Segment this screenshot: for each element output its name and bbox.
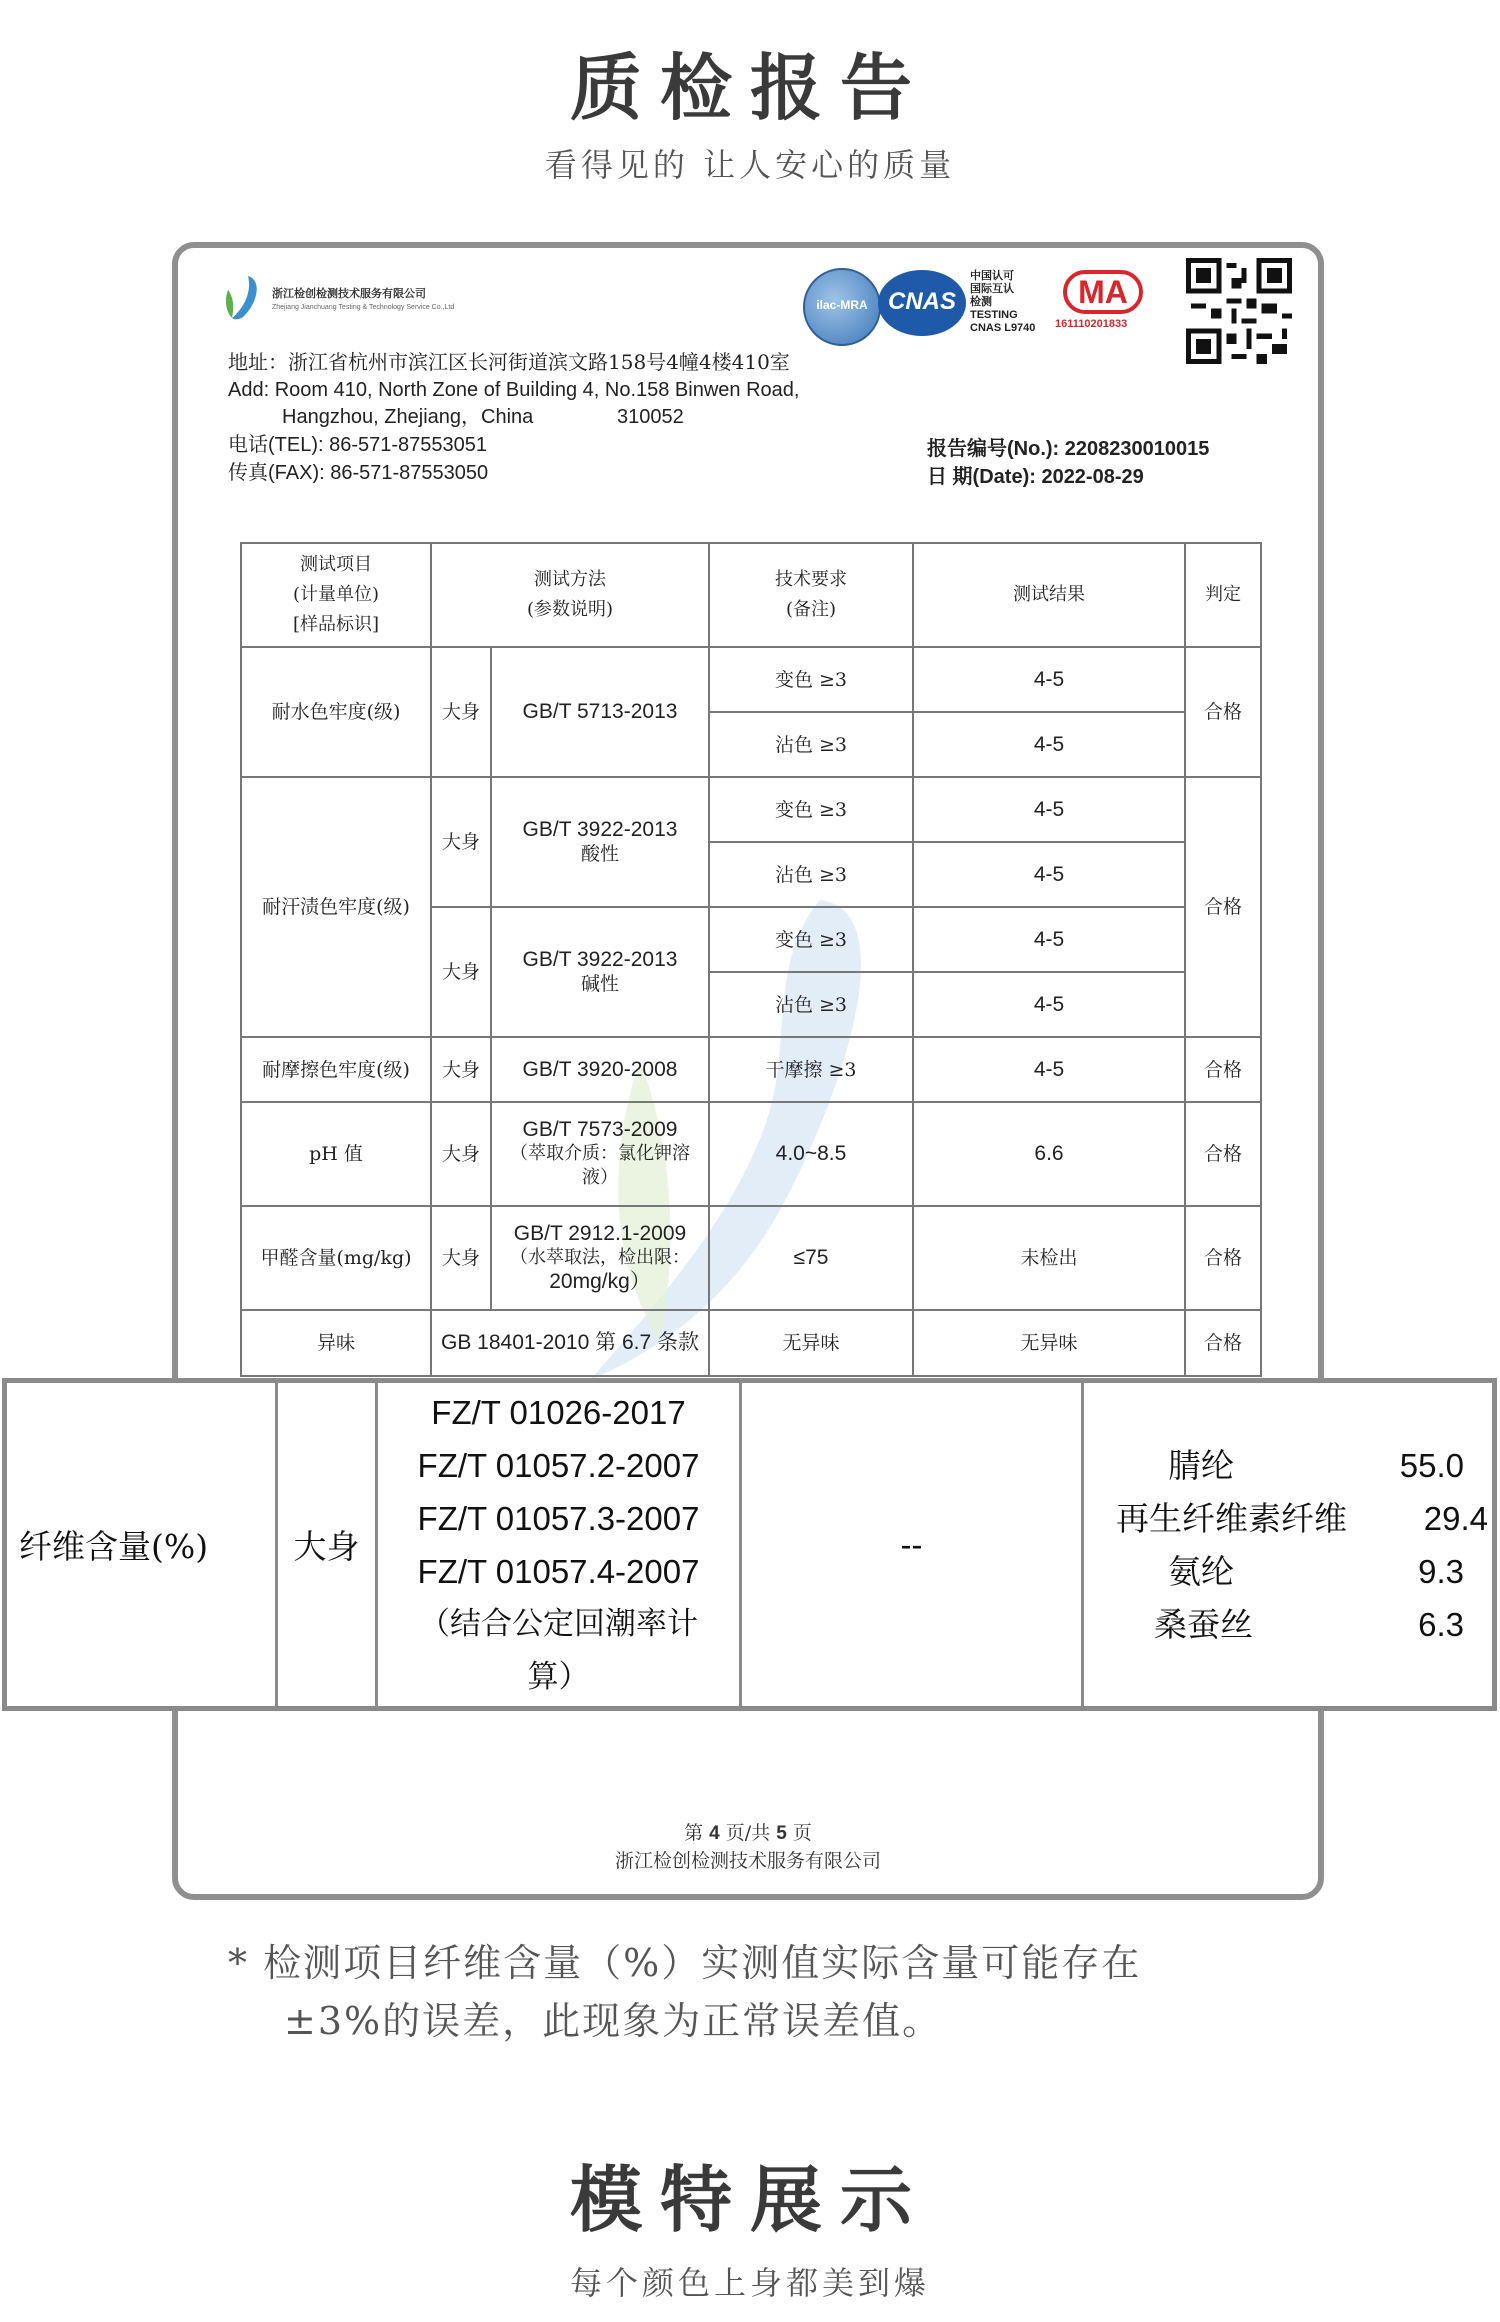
sweat-item: 耐汗渍色牢度(级) — [241, 777, 431, 1037]
water-req-1: 变色 ≥3 — [709, 647, 913, 712]
sweat-acid-method: GB/T 3922-2013 酸性 — [491, 777, 709, 907]
water-part: 大身 — [431, 647, 491, 777]
odor-req: 无异味 — [709, 1310, 913, 1376]
water-res-1: 4-5 — [913, 647, 1185, 712]
fiber-item: 纤维含量(%) — [5, 1381, 277, 1709]
fiber-component: 再生纤维素纤维 29.4 — [1116, 1498, 1488, 1538]
table-row — [241, 1206, 1261, 1310]
fiber-requirement: -- — [741, 1381, 1083, 1709]
odor-res: 无异味 — [913, 1310, 1185, 1376]
table-row — [241, 1037, 1261, 1102]
rub-req: 干摩擦 ≥3 — [709, 1037, 913, 1102]
fiber-part: 大身 — [277, 1381, 377, 1709]
sweat-verdict: 合格 — [1185, 777, 1261, 1037]
water-res-2: 4-5 — [913, 712, 1185, 777]
ph-res: 6.6 — [913, 1102, 1185, 1206]
sweat-alk-part: 大身 — [431, 907, 491, 1037]
address-en-zip: 310052 — [617, 406, 684, 428]
model-section-subtitle: 每个颜色上身都美到爆 — [569, 2264, 930, 2302]
odor-method: GB 18401-2010 第 6.7 条款 — [431, 1310, 709, 1376]
sweat-alk-req-1: 变色 ≥3 — [709, 907, 913, 972]
cnas-cn-3: 检测 — [970, 296, 992, 308]
ilac-mra-logo — [803, 268, 881, 346]
page-subtitle: 看得见的 让人安心的质量 — [544, 146, 956, 184]
page-title: 质检报告 — [569, 45, 930, 130]
header-result: 测试结果 — [913, 543, 1185, 647]
address-en-city: Hangzhou, Zhejiang，China — [282, 406, 534, 428]
formaldehyde-item: 甲醛含量(mg/kg) — [241, 1206, 431, 1310]
fiber-std-note-1: （结合公定回潮率计 — [419, 1605, 698, 1642]
sweat-alk-req-2: 沾色 ≥3 — [709, 972, 913, 1037]
fax: 传真(FAX): 86-571-87553050 — [228, 462, 489, 484]
rub-res: 4-5 — [913, 1037, 1185, 1102]
fiber-component: 桑蚕丝 6.3 — [1154, 1604, 1464, 1644]
address-cn: 地址：浙江省杭州市滨江区长河街道滨文路158号4幢4楼410室 — [228, 350, 790, 374]
qr-code-icon — [1186, 258, 1292, 364]
fiber-component: 氨纶 9.3 — [1168, 1551, 1464, 1591]
header-test-method: 测试方法 (参数说明) — [431, 543, 709, 647]
table-row — [241, 1310, 1261, 1376]
fiber-results — [1083, 1381, 1495, 1709]
sweat-alk-res-2: 4-5 — [913, 972, 1185, 1037]
cnas-cert-text — [970, 270, 1035, 335]
cma-number: 161110201833 — [1055, 318, 1128, 330]
ph-part: 大身 — [431, 1102, 491, 1206]
cnas-cn-2: 国际互认 — [970, 283, 1014, 295]
rub-method: GB/T 3920-2008 — [491, 1037, 709, 1102]
table-row — [241, 647, 1261, 712]
address-en-1: Add: Room 410, North Zone of Building 4, No.158 Binwen Road, — [228, 379, 800, 401]
sweat-acid-res-1: 4-5 — [913, 777, 1185, 842]
water-req-2: 沾色 ≥3 — [709, 712, 913, 777]
company-logo-icon — [218, 272, 268, 322]
error-note-line-1: * 检测项目纤维含量（%）实测值实际含量可能存在 — [228, 1941, 1142, 1985]
formaldehyde-verdict: 合格 — [1185, 1206, 1261, 1310]
odor-item: 异味 — [241, 1310, 431, 1376]
footer-company: 浙江检创检测技术服务有限公司 — [614, 1850, 881, 1872]
fiber-row — [5, 1381, 1495, 1709]
fiber-component: 腈纶 55.0 — [1168, 1445, 1464, 1485]
cnas-logo — [878, 270, 966, 336]
fiber-std-2: FZ/T 01057.2-2007 — [417, 1446, 700, 1484]
formaldehyde-part: 大身 — [431, 1206, 491, 1310]
fiber-std-note-2: 算） — [527, 1658, 590, 1695]
header-test-item: 测试项目 (计量单位) [样品标识] — [241, 543, 431, 647]
header-verdict: 判定 — [1185, 543, 1261, 647]
rub-item: 耐摩擦色牢度(级) — [241, 1037, 431, 1102]
ilac-mra-text: ilac-MRA — [816, 298, 868, 312]
fiber-std-3: FZ/T 01057.3-2007 — [417, 1499, 700, 1537]
table-header-row — [241, 543, 1261, 647]
sweat-acid-part: 大身 — [431, 777, 491, 907]
rub-verdict: 合格 — [1185, 1037, 1261, 1102]
formaldehyde-res: 未检出 — [913, 1206, 1185, 1310]
report-date: 日 期(Date): 2022-08-29 — [927, 466, 1144, 488]
fiber-content-table — [2, 1378, 1497, 1711]
water-method: GB/T 5713-2013 — [491, 647, 709, 777]
model-section-title: 模特展示 — [569, 2157, 930, 2242]
rub-part: 大身 — [431, 1037, 491, 1102]
sweat-acid-req-1: 变色 ≥3 — [709, 777, 913, 842]
sweat-acid-req-2: 沾色 ≥3 — [709, 842, 913, 907]
error-note-line-2: ±3%的误差，此现象为正常误差值。 — [284, 1999, 943, 2043]
sweat-alk-res-1: 4-5 — [913, 907, 1185, 972]
fiber-std-1: FZ/T 01026-2017 — [431, 1393, 686, 1431]
sweat-alk-method: GB/T 3922-2013 碱性 — [491, 907, 709, 1037]
org-name-en: Zhejiang Jianchuang Testing & Technology Service Co.,Ltd — [272, 304, 455, 311]
fiber-std-4: FZ/T 01057.4-2007 — [417, 1552, 700, 1590]
cnas-cn-1: 中国认可 — [970, 270, 1014, 282]
test-results-table — [240, 542, 1262, 1377]
report-number: 报告编号(No.): 2208230010015 — [927, 438, 1210, 460]
sweat-acid-res-2: 4-5 — [913, 842, 1185, 907]
header-requirement: 技术要求 (备注) — [709, 543, 913, 647]
tel: 电话(TEL): 86-571-87553051 — [228, 434, 488, 456]
odor-verdict: 合格 — [1185, 1310, 1261, 1376]
ph-verdict: 合格 — [1185, 1102, 1261, 1206]
ph-req: 4.0~8.5 — [709, 1102, 913, 1206]
table-row — [241, 1102, 1261, 1206]
cma-mark: MA — [1063, 270, 1143, 314]
cnas-number: CNAS L9740 — [970, 322, 1036, 334]
org-name: 浙江检创检测技术服务有限公司 — [272, 288, 426, 300]
fiber-method — [377, 1381, 741, 1709]
formaldehyde-method: GB/T 2912.1-2009 （水萃取法，检出限： 20mg/kg） — [491, 1206, 709, 1310]
cma-logo — [1055, 270, 1151, 330]
page-indicator: 第 4 页/共 5 页 — [684, 1822, 812, 1844]
ph-item: pH 值 — [241, 1102, 431, 1206]
cnas-testing: TESTING — [970, 309, 1018, 321]
formaldehyde-req: ≤75 — [709, 1206, 913, 1310]
ph-method: GB/T 7573-2009 （萃取介质：氯化钾溶 液） — [491, 1102, 709, 1206]
table-row — [241, 777, 1261, 842]
cnas-text: CNAS — [887, 288, 956, 315]
water-item: 耐水色牢度(级) — [241, 647, 431, 777]
water-verdict: 合格 — [1185, 647, 1261, 777]
